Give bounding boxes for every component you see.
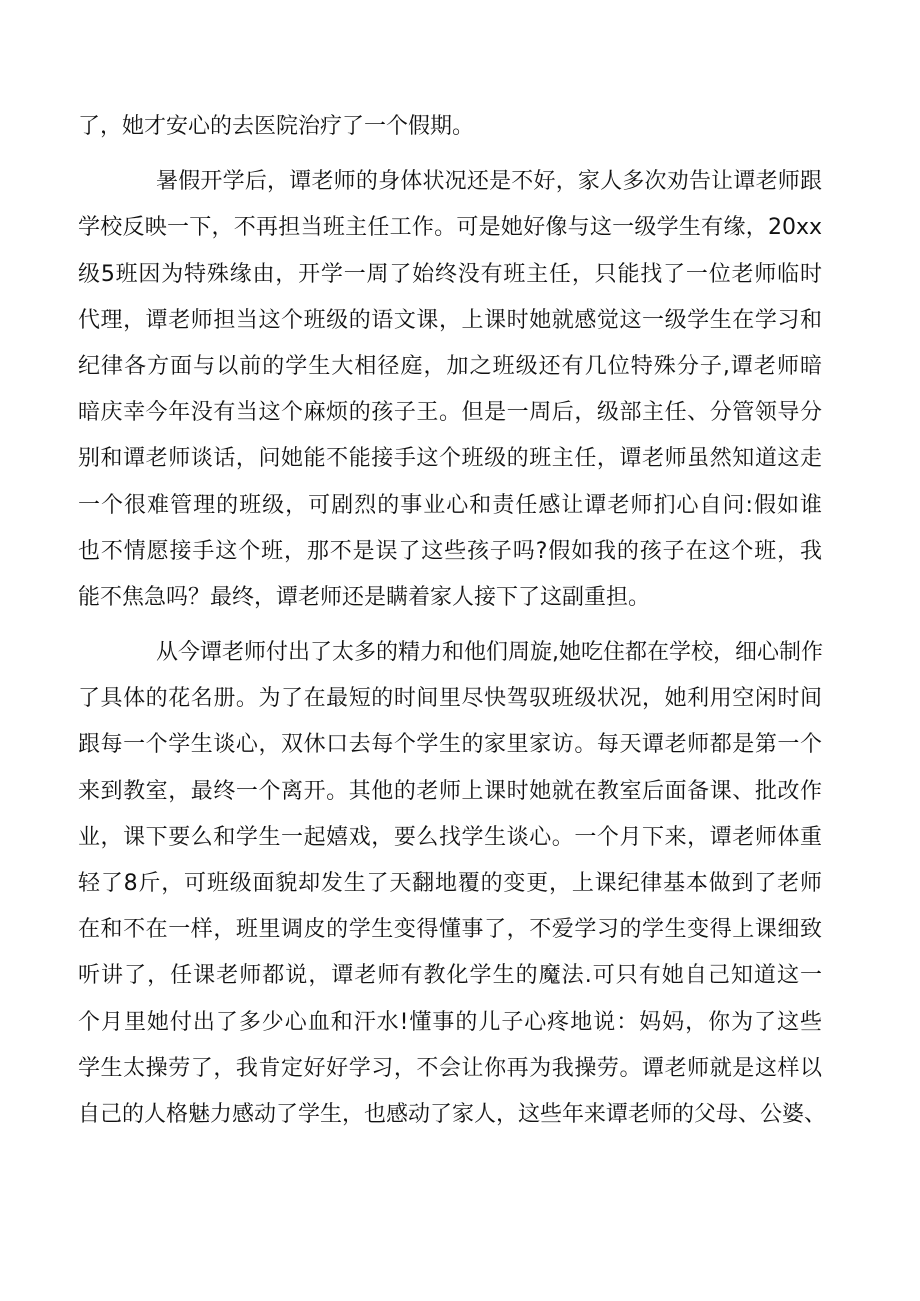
document-page xyxy=(78,110,827,1153)
text-line: 也不情愿接手这个班，那不是误了这些孩子吗?假如我的孩子在这个班，我 xyxy=(78,538,822,564)
text-line: 代理，谭老师担当这个班级的语文课，上课时她就感觉这一级学生在学习和 xyxy=(78,307,822,333)
paragraph-1 xyxy=(78,110,822,156)
text-line: 在和不在一样，班里调皮的学生变得懂事了，不爱学习的学生变得上课细致 xyxy=(78,917,822,943)
text-line: 学生太操劳了，我肯定好好学习，不会让你再为我操劳。谭老师就是这样以 xyxy=(78,1055,822,1081)
text-line: 别和谭老师谈话，问她能不能接手这个班级的班主任，谭老师虽然知道这走 xyxy=(78,446,822,472)
text-line: 听讲了，任课老师都说，谭老师有教化学生的魔法.可只有她自己知道这一 xyxy=(78,963,822,989)
text-line: 跟每一个学生谈心，双休口去每个学生的家里家访。每天谭老师都是第一个 xyxy=(78,732,822,758)
text-line: 自己的人格魅力感动了学生，也感动了家人，这些年来谭老师的父母、公婆、 xyxy=(78,1101,827,1127)
text-line: 暑假开学后，谭老师的身体状况还是不好，家人多次劝告让谭老师跟 xyxy=(156,169,822,195)
text-line: 能不焦急吗？最终，谭老师还是瞒着家人接下了这副重担。 xyxy=(78,584,651,610)
text-line: 学校反映一下，不再担当班主任工作。可是她好像与这一级学生有缘，20xx xyxy=(78,215,822,241)
text-line: 纪律各方面与以前的学生大相径庭，加之班级还有几位特殊分子,谭老师暗 xyxy=(78,353,822,379)
text-line: 了，她才安心的去医院治疗了一个假期。 xyxy=(78,114,475,139)
text-line: 一个很难管理的班级，可剧烈的事业心和责任感让谭老师扪心自问:假如谁 xyxy=(78,492,822,518)
paragraph-3 xyxy=(78,636,827,1144)
text-line: 了具体的花名册。为了在最短的时间里尽快驾驭班级状况，她利用空闲时间 xyxy=(78,686,822,712)
paragraph-2 xyxy=(78,165,822,627)
text-line: 暗庆幸今年没有当这个麻烦的孩子王。但是一周后，级部主任、分管领导分 xyxy=(78,400,822,426)
text-line: 来到教室，最终一个离开。其他的老师上课时她就在教室后面备课、批改作 xyxy=(78,778,822,804)
text-line: 个月里她付出了多少心血和汗水!懂事的儿子心疼地说：妈妈，你为了这些 xyxy=(78,1009,822,1035)
text-line: 级5班因为特殊缘由，开学一周了始终没有班主任，只能找了一位老师临时 xyxy=(78,261,822,287)
text-line: 业，课下要么和学生一起嬉戏，要么找学生谈心。一个月下来，谭老师体重 xyxy=(78,824,822,850)
text-line: 从今谭老师付出了太多的精力和他们周旋,她吃住都在学校，细心制作 xyxy=(156,640,823,666)
text-line: 轻了8斤，可班级面貌却发生了天翻地覆的变更，上课纪律基本做到了老师 xyxy=(78,871,822,896)
